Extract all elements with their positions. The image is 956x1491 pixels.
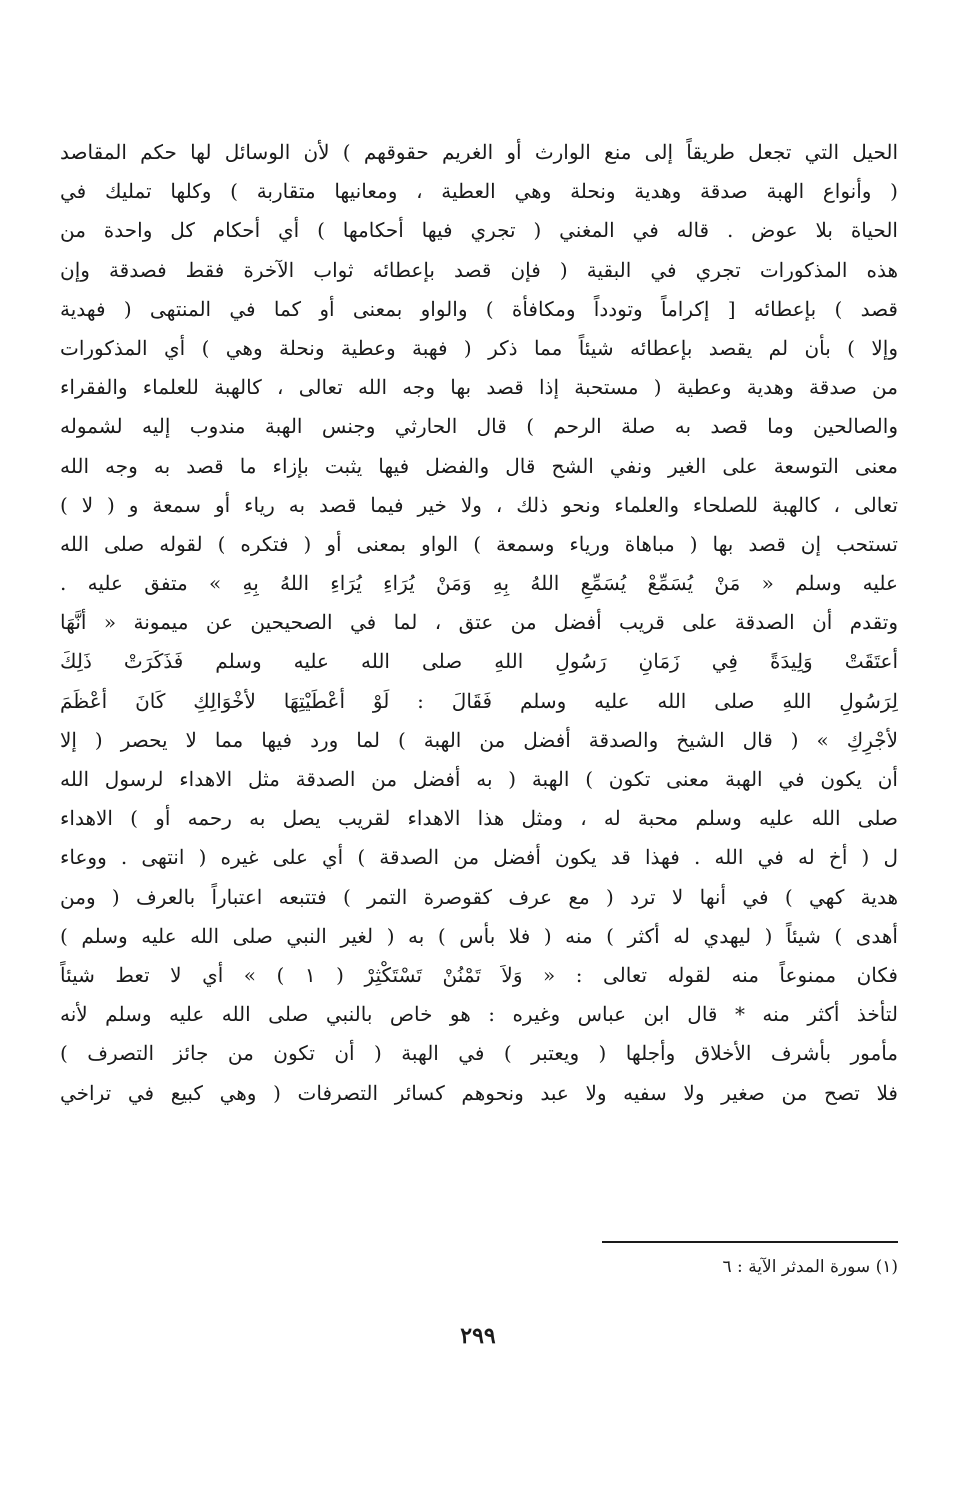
text-line: والصالحين وما قصد به صلة الرحم ) قال الحارثي وجنس الهبة مندوب إليه لشموله [60, 414, 898, 439]
text-line: عليه وسلم « مَنْ يُسَمِّعْ يُسَمِّعِ اللهُ بِهِ وَمَنْ يُرَاءِ يُرَاءِ اللهُ بِهِ » متفق عليه . [60, 571, 898, 596]
text-line: أعتَقَتْ وَلِيدَةً فِي زَمَانِ رَسُولِ اللهِ صلى الله عليه وسلم فَذَكَرَتْ ذَلِكَ [60, 649, 898, 674]
footnote-divider [602, 1241, 898, 1243]
text-line: هدية كهي ) في أنها لا ترد ( مع عرف كقوصرة التمر ) فتتبعه اعتباراً بالعرف ( ومن [60, 884, 898, 909]
page-number: ٢٩٩ [460, 1323, 496, 1349]
body-text [60, 133, 898, 1113]
text-line: لتأخذ أكثر منه * قال ابن عباس وغيره : هو خاص بالنبي صلى الله عليه وسلم لأنه [60, 1002, 898, 1027]
text-line: لأجْرِكِ » ( قال الشيخ والصدقة أفضل من الهبة ) لما ورد فيها مما لا يحصر ( إلا [60, 727, 898, 752]
text-line: من صدقة وهدية وعطية ( مستحبة إذا قصد بها وجه الله تعالى ، كالهبة للعلماء والفقراء [60, 375, 898, 400]
text-line: ( وأنواع الهبة صدقة وهدية ونحلة وهي العطية ، ومعانيها متقاربة ) وكلها تمليك في [60, 179, 898, 204]
text-line: تستحب إن قصد بها ( مباهاة ورياء وسمعة ) الواو بمعنى أو ( فتكره ) لقوله صلى الله [60, 531, 898, 556]
text-line: وإلا ) بأن لم يقصد بإعطائه شيئاً مما ذكر ( فهبة وعطية ونحلة وهي ) أي المذكورات [60, 335, 898, 360]
text-line: مأمور بأشرف الأخلاق وأجلها ( ويعتبر ) في الهبة ( أن تكون من جائز التصرف ) [60, 1041, 898, 1066]
text-line: ل ( أخ له في الله . فهذا قد يكون أفضل من الصدقة ) أي على غيره ( انتهى . ووعاء [60, 845, 898, 870]
text-line: الحياة بلا عوض . قاله في المغني ( تجري فيها أحكامها ) أي أحكام كل واحدة من [60, 218, 898, 243]
text-line: قصد ) بإعطائه [ إكراماً وتودداً ومكافأة ) والواو بمعنى أو كما في المنتهى ( فهدية [60, 296, 898, 321]
text-line: فكان ممنوعاً منه لقوله تعالى : « وَلاَ تَمْنُنْ تَسْتَكْثِرْ ( ١ ) » أي لا تعط شيئاً [60, 962, 898, 987]
text-line: وتقدم أن الصدقة على قريب أفضل من عتق ، لما في الصحيحين عن ميمونة « أنَّهَا [60, 610, 898, 635]
text-line: تعالى ، كالهبة للصلحاء والعلماء ونحو ذلك ، ولا خير فيما قصد به رياء أو سمعة و ( لا ) [60, 492, 898, 517]
text-line: معنى التوسعة على الغير ونفي الشح قال والفضل فيها يثبت بإزاء ما قصد به وجه الله [60, 453, 898, 478]
text-line: هذه المذكورات تجري في البقية ( فإن قصد بإعطائه ثواب الآخرة فقط فصدقة وإن [60, 257, 898, 282]
footnote: (١) سورة المدثر الآية : ٦ [722, 1257, 898, 1277]
text-line: الحيل التي تجعل طريقاً إلى منع الوارث أو الغريم حقوقهم ) لأن الوسائل لها حكم المقاصد [60, 140, 898, 164]
text-line: صلى الله عليه وسلم محبة له ، ومثل هذا الاهداء لقريب يصل به رحمه أو ) الاهداء [60, 806, 898, 831]
text-line: فلا تصح من صغير ولا سفيه ولا عبد ونحوهم كسائر التصرفات ( وهي كبيع في تراخي [60, 1080, 898, 1105]
text-line: أن يكون في الهبة معنى تكون ) الهبة ( به أفضل من الصدقة مثل الاهداء لرسول الله [60, 767, 898, 791]
text-line: أهدى ) شيئاً ( ليهدي له أكثر ) منه ( فلا بأس ) به ( لغير النبي صلى الله عليه وسلم ) [60, 923, 898, 948]
text-line: لِرَسُولِ اللهِ صلى الله عليه وسلم فَقَالَ : لَوْ أعْطَيْتِهَا لأخْوَالِكِ كَانَ أعْظَمَ [60, 688, 898, 713]
